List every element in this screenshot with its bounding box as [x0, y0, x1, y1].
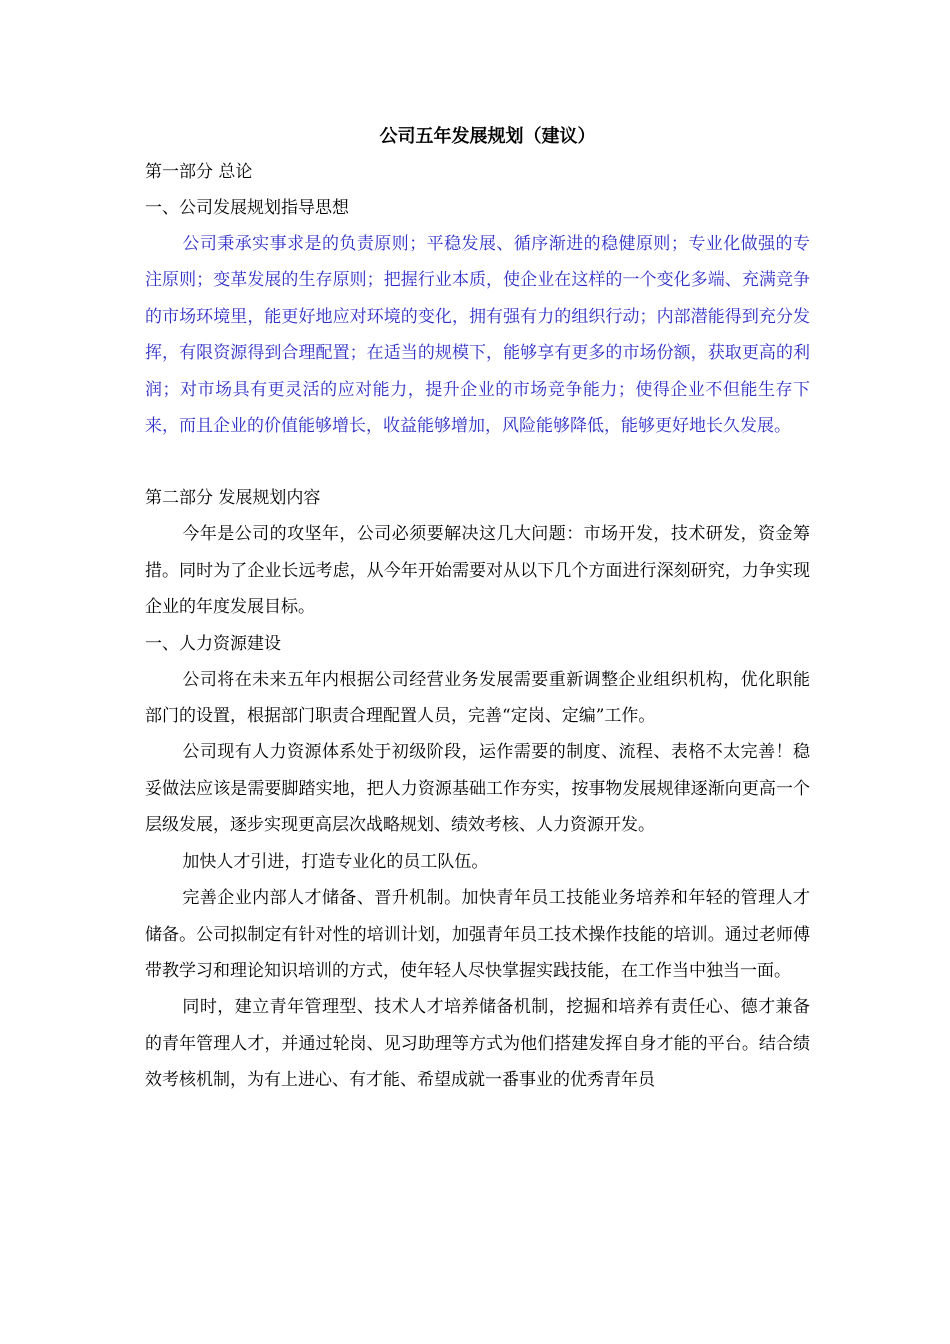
section-spacer — [145, 444, 810, 480]
part1-section1-heading: 一、公司发展规划指导思想 — [145, 198, 349, 218]
document-page — [145, 120, 810, 1099]
part2-section1-heading: 一、人力资源建设 — [145, 633, 281, 654]
hr-paragraph-5: 同时，建立青年管理型、技术人才培养储备机制，挖掘和培养有责任心、德才兼备的青年管理人才，并通过轮岗、见习助理等方式为他们搭建发挥自身才能的平台。结合绩效考核机制，为有上进心、有才能、希望成就一番事业的优秀青年员 — [145, 997, 810, 1091]
hr-paragraph-2: 公司现有人力资源体系处于初级阶段，运作需要的制度、流程、表格不太完善！稳妥做法应该是需要脚踏实地，把人力资源基础工作夯实，按事物发展规律逐渐向更高一个层级发展，逐步实现更高层次战略规划、绩效考核、人力资源开发。 — [145, 742, 810, 836]
part2-heading: 第二部分 发展规划内容 — [145, 488, 321, 509]
hr-paragraph-4: 完善企业内部人才储备、晋升机制。加快青年员工技能业务培养和年轻的管理人才储备。公司拟制定有针对性的培训计划，加强青年员工技术操作技能的培训。通过老师傅带教学习和理论知识培训的方式，使年轻人尽快掌握实践技能，在工作当中独当一面。 — [145, 888, 810, 981]
document-title: 公司五年发展规划（建议） — [379, 126, 596, 147]
part1-heading: 第一部分 总论 — [145, 162, 253, 182]
hr-paragraph-3: 加快人才引进，打造专业化的员工队伍。 — [182, 851, 489, 872]
guiding-principles-paragraph: 公司秉承实事求是的负责原则；平稳发展、循序渐进的稳健原则；专业化做强的专注原则；变革发展的生存原则；把握行业本质，使企业在这样的一个变化多端、充满竞争的市场环境里，能更好地应对环境的变化，拥有强有力的组织行动；内部潜能得到充分发挥，有限资源得到合理配置；在适当的规模下，能够享有更多的市场份额，获取更高的利润；对市场具有更灵活的应对能力，提升企业的市场竞争能力；使得企业不但能生存下来，而且企业的价值能够增长，收益能够增加，风险能够降低，能够更好地长久发展。 — [145, 234, 810, 437]
part2-intro-paragraph: 今年是公司的攻坚年，公司必须要解决这几大问题：市场开发，技术研发，资金筹措。同时为了企业长远考虑，从今年开始需要对从以下几个方面进行深刻研究，力争实现企业的年度发展目标。 — [145, 524, 810, 618]
hr-paragraph-1: 公司将在未来五年内根据公司经营业务发展需要重新调整企业组织机构，优化职能部门的设置，根据部门职责合理配置人员，完善“定岗、定编”工作。 — [145, 669, 810, 727]
